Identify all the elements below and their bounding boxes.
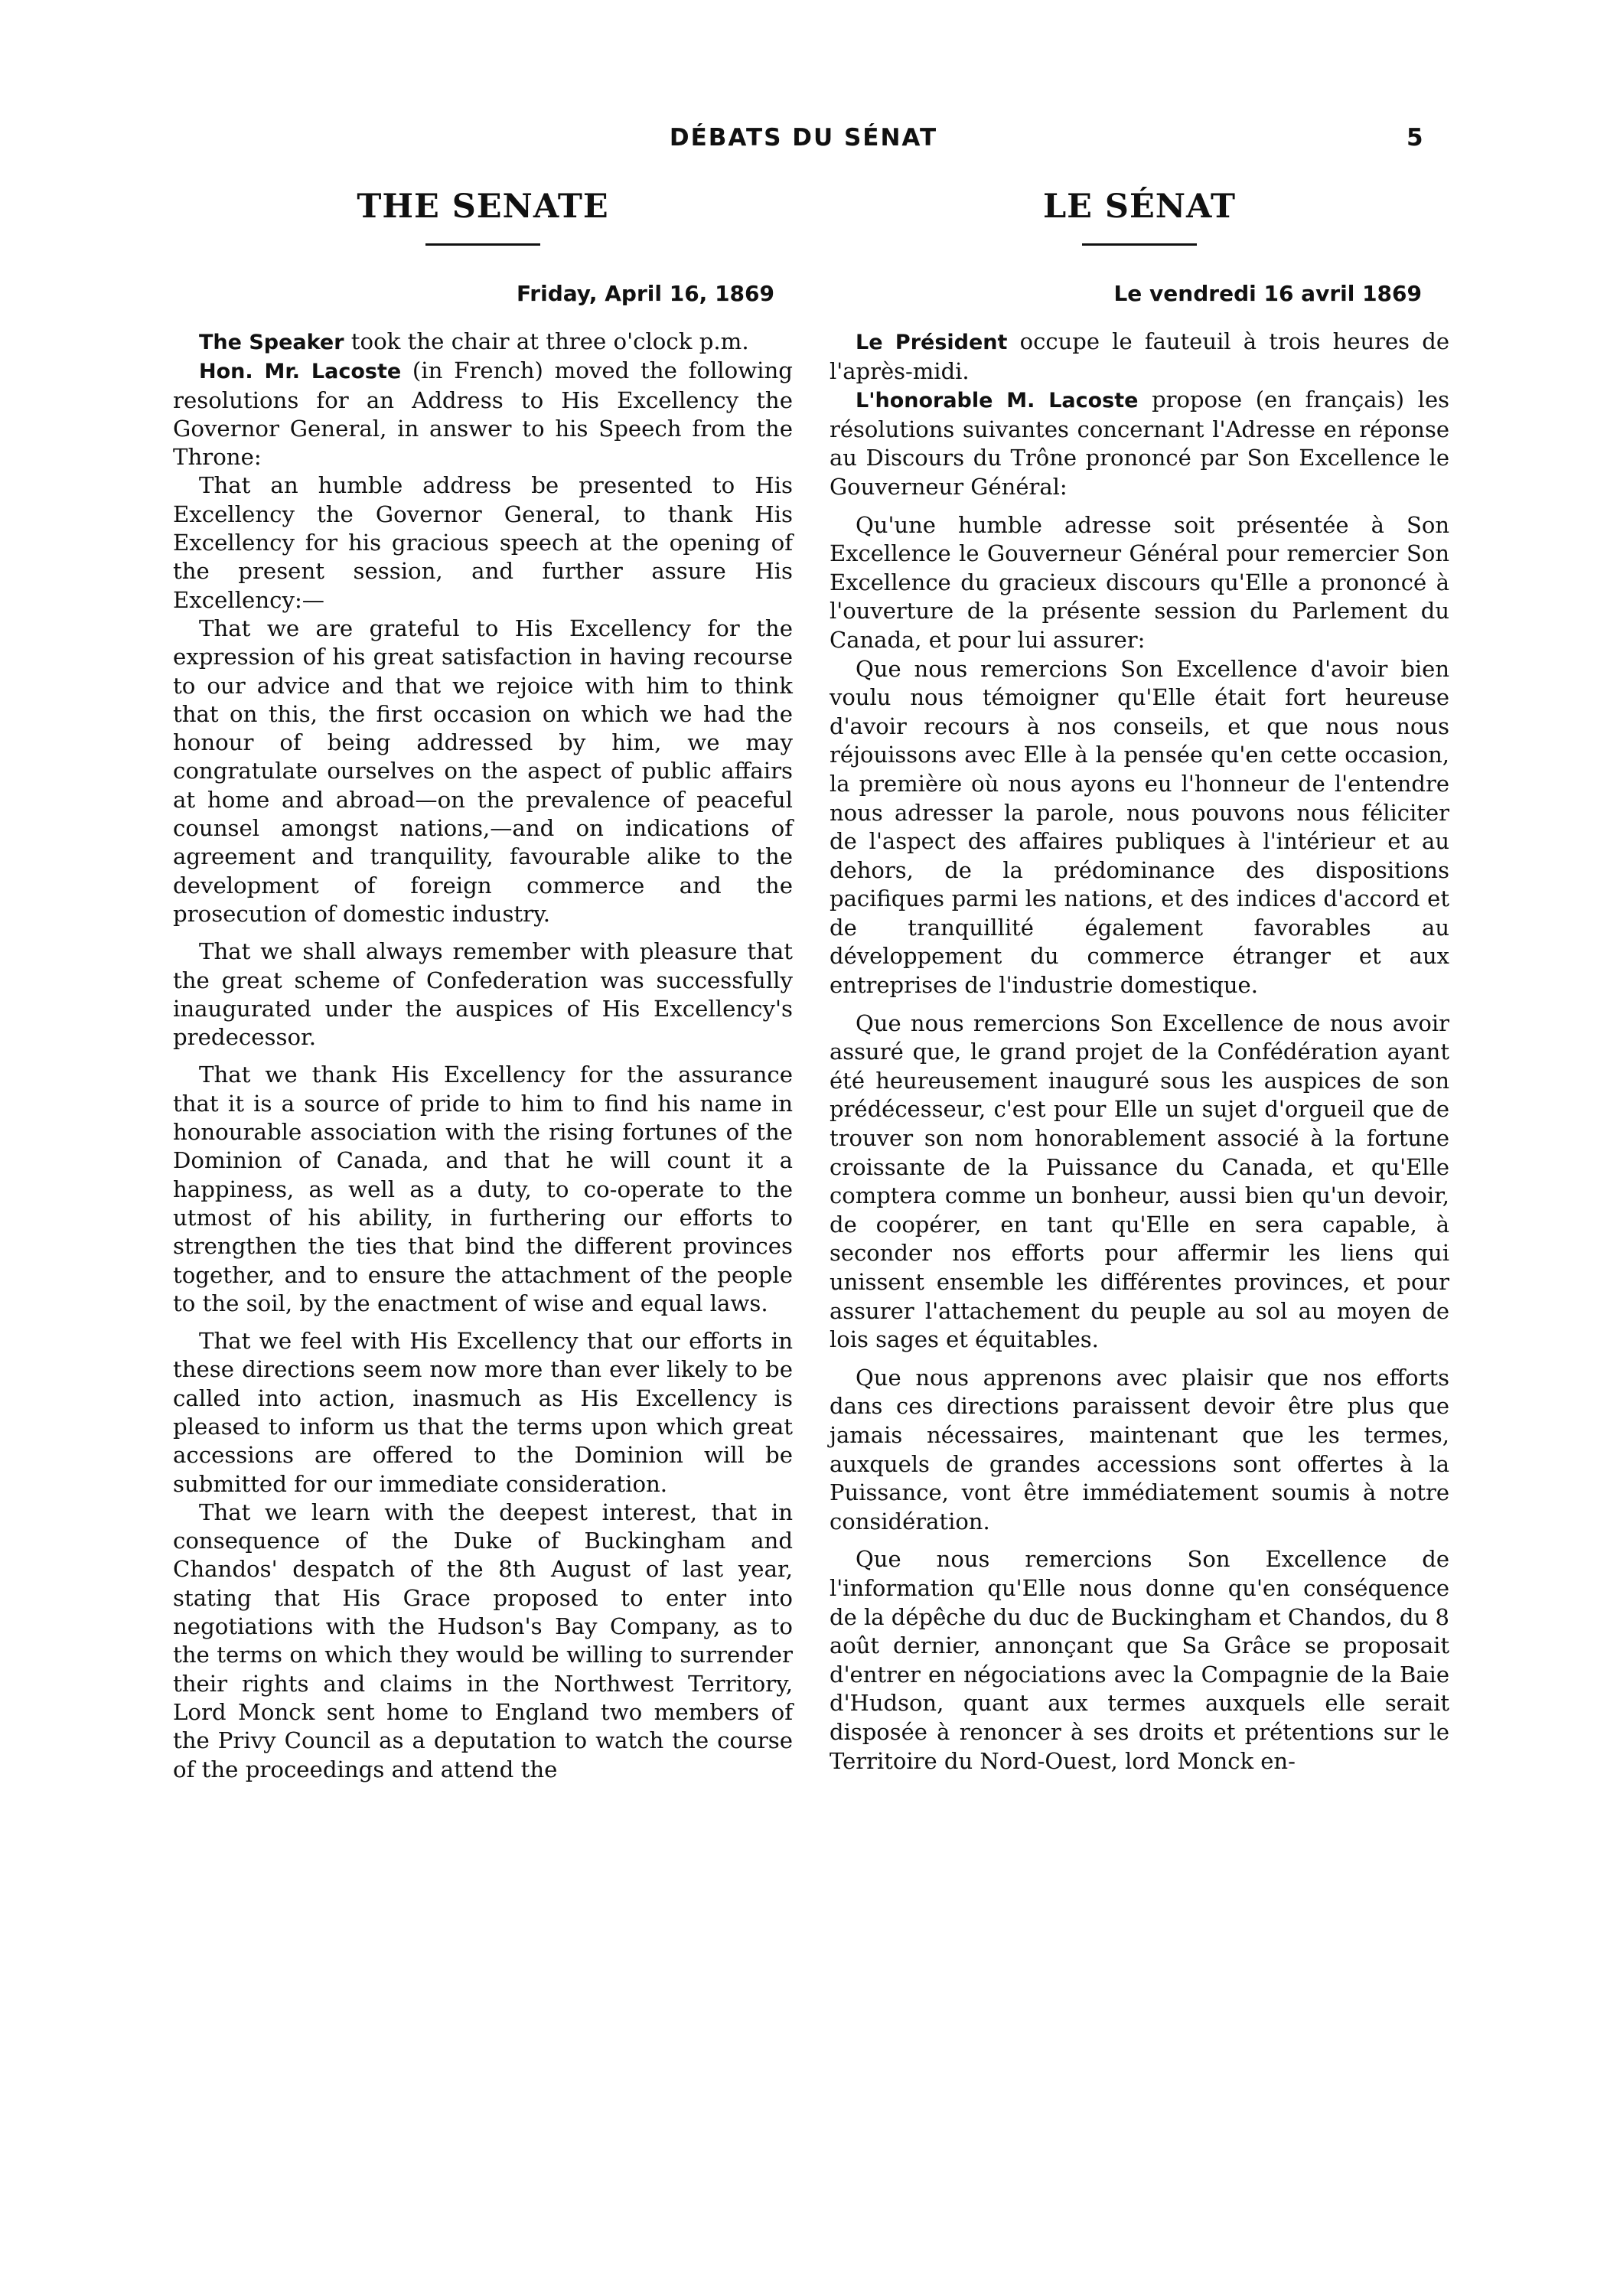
french-paragraph — [830, 386, 1449, 501]
english-paragraph: That we feel with His Excellency that our efforts in these directions seem now more than ever likely to be called into action, inasmuch as His Excellency is pleased to inform us that the terms upon which great accessions are offered to the Dominion will be submitted for our immediate consideration. — [173, 1328, 793, 1497]
speaker-name: L'honorable M. Lacoste — [856, 389, 1139, 413]
page-number: 5 — [1407, 124, 1423, 152]
french-paragraph: Que nous remercions Son Excellence de nous avoir assuré que, le grand projet de la Confédération ayant été heureusement inauguré sous les auspices de son prédécesseur, c'est pour Elle un sujet d'orgueil que de trouver son nom honorablement associé à la fortune croissante de la Puissance du Canada, et qu'Elle comptera comme un bonheur, aussi bien qu'un devoir, de coopérer, en tant qu'Elle en sera capable, à seconder nos efforts pour affermir les liens qui unissent ensemble les différentes provinces, et pour assurer l'attachement du peuple au sol au moyen de lois sages et équitables. — [830, 1009, 1449, 1353]
french-paragraph — [830, 328, 1449, 386]
english-paragraph: That we thank His Excellency for the assurance that it is a source of pride to him to find his name in honourable association with the rising fortunes of the Dominion of Canada, and that he will count it a happiness, as well as a duty, to co-operate to the utmost of his ability, in furthering our efforts to strengthen the ties that bind the different provinces together, and to ensure the attachment of the people to the soil, by the enactment of wise and equal laws. — [173, 1062, 793, 1316]
speaker-name: Hon. Mr. Lacoste — [199, 360, 402, 384]
french-title-rule — [1082, 243, 1197, 246]
speaker-name: The Speaker — [199, 331, 344, 354]
english-paragraph: That we learn with the deepest interest, that in consequence of the Duke of Buckingham and Chandos' despatch of the 8th August of last year, stating that His Grace proposed to enter into negotiations with the Hudson's Bay Company, as to the terms on which they would be willing to surrender their rights and claims in the Northwest Territory, Lord Monck sent home to England two members of the Privy Council as a deputation to watch the course of the proceedings and attend the — [173, 1499, 793, 1782]
running-title: DÉBATS DU SÉNAT — [669, 124, 938, 152]
speaker-name: Le Président — [856, 331, 1008, 354]
paragraph-text: took the chair at three o'clock p.m. — [344, 328, 749, 354]
paragraph-text: propose (en français) les résolutions suivantes concernant l'Adresse en réponse au Discours du Trône prononcé par Son Excellence le Gouverneur Général: — [830, 386, 1449, 500]
french-text — [830, 328, 1449, 1776]
english-paragraph — [173, 357, 793, 471]
english-paragraph: That an humble address be presented to His Excellency the Governor General, to thank His Excellency for his gracious speech at the opening of the present session, and further assure His Excellency:— — [173, 472, 793, 613]
french-paragraph: Que nous remercions Son Excellence d'avoir bien voulu nous témoigner qu'Elle était fort heureuse d'avoir recours à nos conseils, et que nous nous réjouissons avec Elle à la pensée qu'en cette occasion, la première où nous ayons eu l'honneur de l'entendre nous adresser la parole, nous pouvons nous féliciter de l'aspect des affaires publiques à l'intérieur et au dehors, de la prédominance des dispositions pacifiques parmi les nations, et des indices d'accord et de tranquillité également favorables au développement du commerce étranger et aux entreprises de l'industrie domestique. — [830, 655, 1449, 999]
english-paragraph: That we shall always remember with pleasure that the great scheme of Confederation was successfully inaugurated under the auspices of His Excellency's predecessor. — [173, 938, 793, 1051]
french-column — [830, 185, 1449, 1776]
english-paragraph — [173, 328, 793, 357]
english-title: THE SENATE — [357, 188, 609, 226]
english-text — [173, 328, 793, 1784]
english-date: Friday, April 16, 1869 — [516, 281, 774, 306]
french-title: LE SÉNAT — [1042, 188, 1237, 226]
paragraph-text: occupe le fauteuil à trois heures de l'après-midi. — [830, 328, 1449, 384]
french-date: Le vendredi 16 avril 1869 — [1113, 281, 1422, 306]
french-paragraph: Que nous remercions Son Excellence de l'information qu'Elle nous donne qu'en conséquence de la dépêche du duc de Buckingham et Chandos, du 8 août dernier, annonçant que Sa Grâce se proposait d'entrer en négociations avec la Compagnie de la Baie d'Hudson, quant aux termes auxquels elle serait disposée à renoncer à ses droits et prétentions sur le Territoire du Nord-Ouest, lord Monck en- — [830, 1546, 1449, 1774]
english-paragraph: That we are grateful to His Excellency for the expression of his great satisfaction in having recourse to our advice and that we rejoice with him to think that on this, the first occasion on which we had the honour of being addressed by him, we may congratulate ourselves on the aspect of public affairs at home and abroad—on the prevalence of peaceful counsel amongst nations,—and on indications of agreement and tranquility, favourable alike to the development of foreign commerce and the prosecution of domestic industry. — [173, 615, 793, 927]
french-paragraph: Qu'une humble adresse soit présentée à Son Excellence le Gouverneur Général pour remercier Son Excellence du gracieux discours qu'Elle a prononcé à l'ouverture de la présente session du Parlement du Canada, et pour lui assurer: — [830, 511, 1449, 653]
french-paragraph: Que nous apprenons avec plaisir que nos efforts dans ces directions paraissent devoir être plus que jamais nécessaires, maintenant que les termes, auxquels de grandes accessions sont offertes à la Puissance, vont être immédiatement soumis à notre considération. — [830, 1364, 1449, 1534]
english-column — [173, 185, 793, 1784]
english-title-rule — [425, 243, 540, 246]
paragraph-text: (in French) moved the following resolutions for an Address to His Excellency the Governor General, in answer to his Speech from the Throne: — [173, 357, 793, 471]
